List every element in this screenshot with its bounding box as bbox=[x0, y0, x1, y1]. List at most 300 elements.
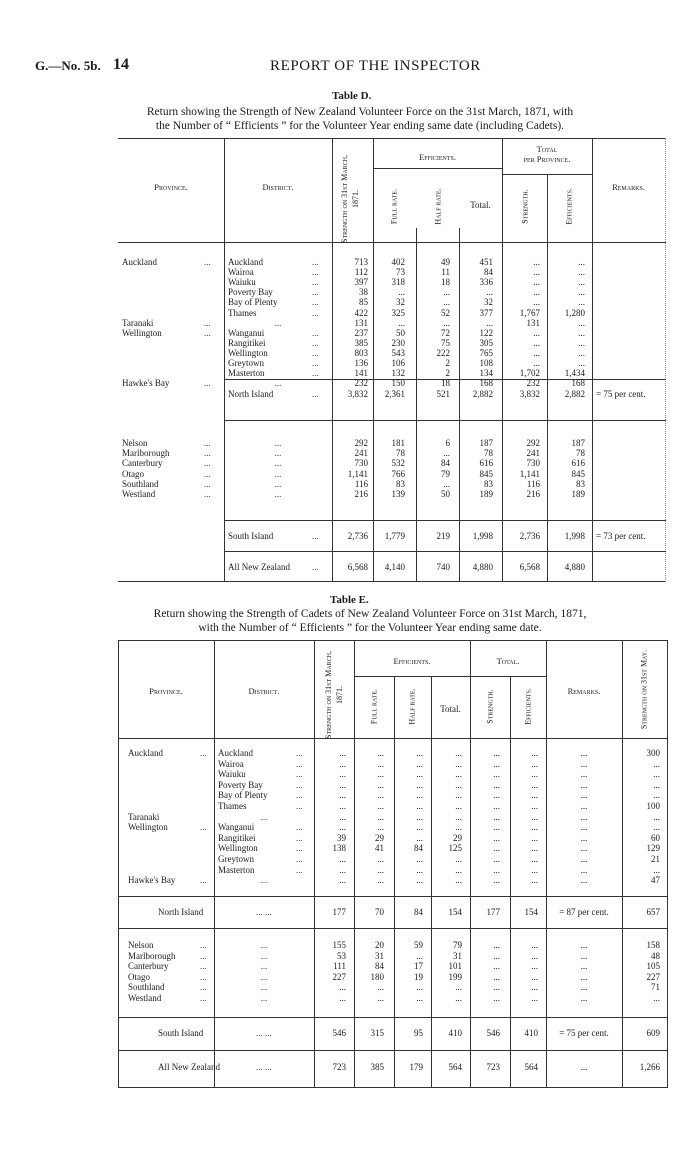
d-row-ts: 1,141 bbox=[519, 468, 540, 479]
e-all-nz-district: All New Zealand bbox=[158, 1062, 220, 1072]
d-row-f: ... bbox=[398, 287, 405, 298]
d-row-t: 187 bbox=[479, 438, 493, 448]
table-e-caption-line2: with the Number of “ Efficients ” for the Volunteer Year ending same date. bbox=[198, 622, 542, 634]
e-row-m: ... bbox=[653, 993, 660, 1003]
e-row-te: ... bbox=[531, 961, 538, 972]
e-row-s: ... bbox=[339, 822, 346, 833]
d-row-province-dots: ... bbox=[204, 378, 211, 389]
e-row-ts: ... bbox=[493, 811, 500, 822]
e-row-m: 158 bbox=[646, 940, 660, 950]
e-header-total-efficients: Efficients. bbox=[523, 688, 533, 725]
d-north-island-h: 521 bbox=[436, 389, 450, 399]
e-row-province: Auckland bbox=[128, 748, 163, 758]
e-row-r: ... bbox=[580, 758, 588, 769]
d-row-district: Auckland bbox=[228, 257, 263, 267]
d-row-f: 532 bbox=[391, 458, 405, 469]
e-row-district: Wairoa bbox=[218, 758, 244, 769]
e-row-m: 71 bbox=[651, 982, 660, 993]
e-all-nz-r: ... bbox=[580, 1062, 588, 1072]
d-row-h: 6 bbox=[445, 438, 450, 448]
d-row-h: 222 bbox=[436, 347, 450, 358]
e-row-s: 39 bbox=[337, 832, 346, 843]
d-row-t: ... bbox=[486, 287, 493, 298]
e-row-h: ... bbox=[416, 875, 423, 886]
e-row-h: 59 bbox=[414, 940, 423, 950]
header-total-strength: Strength. bbox=[520, 189, 530, 224]
d-south-island-f: 1,779 bbox=[384, 531, 405, 541]
e-row-f: ... bbox=[377, 822, 384, 833]
e-row-t: ... bbox=[455, 822, 462, 833]
e-row-ts: ... bbox=[493, 843, 500, 854]
e-row-district: Rangitikei bbox=[218, 832, 256, 843]
e-row-t: 199 bbox=[448, 971, 462, 982]
d-row-f: 325 bbox=[391, 307, 405, 318]
e-row-te: ... bbox=[531, 875, 538, 886]
d-row-ts: ... bbox=[533, 358, 540, 368]
e-row-province-dots: ... bbox=[200, 940, 207, 950]
e-row-s: ... bbox=[339, 864, 346, 875]
d-row-ts: 730 bbox=[526, 458, 540, 469]
d-row-f: 106 bbox=[391, 358, 405, 368]
e-row-s: ... bbox=[339, 801, 346, 811]
e-row-t: 101 bbox=[448, 961, 462, 972]
d-row-s: 803 bbox=[354, 347, 368, 358]
d-row-te: ... bbox=[578, 358, 585, 368]
e-row-s: 111 bbox=[333, 961, 346, 972]
e-south-island-district: South Island bbox=[158, 1028, 204, 1038]
e-row-t: 79 bbox=[453, 940, 462, 950]
page-title: REPORT OF THE INSPECTOR bbox=[270, 58, 481, 74]
e-row-t: ... bbox=[455, 758, 462, 769]
e-row-t: ... bbox=[455, 811, 462, 822]
e-row-ts: ... bbox=[493, 940, 500, 950]
d-row-ts: 131 bbox=[526, 317, 540, 328]
e-row-f: ... bbox=[377, 769, 384, 780]
e-row-f: ... bbox=[377, 864, 384, 875]
d-row-district: Masterton bbox=[228, 368, 265, 379]
e-row-t: 31 bbox=[453, 950, 462, 961]
d-row-h: 75 bbox=[441, 337, 450, 348]
e-row-f: 20 bbox=[375, 940, 384, 950]
d-north-island-s: 3,832 bbox=[347, 389, 368, 399]
d-row-district-dots: ... bbox=[312, 327, 319, 338]
d-row-province: Westland bbox=[122, 489, 156, 499]
e-row-r: ... bbox=[580, 801, 588, 811]
e-row-te: ... bbox=[531, 843, 538, 854]
e-row-ts: ... bbox=[493, 854, 500, 864]
e-south-island-f: 315 bbox=[370, 1028, 384, 1038]
d-row-district-dots: ... bbox=[312, 277, 319, 288]
e-header-half-rate: Half rate. bbox=[407, 688, 417, 725]
e-row-h: 19 bbox=[414, 971, 423, 982]
e-row-m: 60 bbox=[651, 832, 660, 843]
e-row-h: ... bbox=[416, 993, 423, 1003]
d-row-ts: 1,767 bbox=[519, 307, 540, 318]
e-south-island-s: 546 bbox=[332, 1028, 346, 1038]
e-row-district: ... bbox=[260, 811, 268, 822]
e-row-r: ... bbox=[580, 854, 588, 864]
e-row-ts: ... bbox=[493, 748, 500, 758]
e-row-t: ... bbox=[455, 801, 462, 811]
e-row-district: ... bbox=[260, 993, 268, 1003]
e-row-district-dots: ... bbox=[296, 822, 303, 833]
d-row-f: 73 bbox=[396, 267, 405, 278]
e-row-h: ... bbox=[416, 950, 423, 961]
e-row-m: ... bbox=[653, 790, 660, 801]
e-header-remarks: Remarks. bbox=[567, 686, 601, 696]
e-row-province-dots: ... bbox=[200, 822, 207, 833]
d-row-s: 241 bbox=[354, 448, 368, 459]
e-row-district: Thames bbox=[218, 801, 247, 811]
d-row-district-dots: ... bbox=[312, 368, 319, 379]
e-row-district: ... bbox=[260, 971, 268, 982]
d-row-district: Wellington bbox=[228, 347, 268, 358]
e-row-province-dots: ... bbox=[200, 993, 207, 1003]
e-south-island-district-dots: ... ... bbox=[256, 1028, 272, 1038]
e-row-h: ... bbox=[416, 779, 423, 790]
e-row-te: ... bbox=[531, 769, 538, 780]
d-row-h: 52 bbox=[441, 307, 450, 318]
e-row-district: Poverty Bay bbox=[218, 779, 263, 790]
d-row-district-dots: ... bbox=[312, 257, 319, 267]
d-row-province-dots: ... bbox=[204, 327, 211, 338]
d-row-province: Marlborough bbox=[122, 448, 170, 459]
e-row-t: 29 bbox=[453, 832, 462, 843]
header-half-rate: Half rate. bbox=[433, 188, 443, 225]
d-row-district: ... bbox=[274, 468, 282, 479]
d-row-district-dots: ... bbox=[312, 287, 319, 298]
d-row-t: 168 bbox=[479, 378, 493, 389]
d-row-province-dots: ... bbox=[204, 489, 211, 499]
e-row-m: 21 bbox=[651, 854, 660, 864]
d-row-district: ... bbox=[274, 378, 282, 389]
e-row-te: ... bbox=[531, 758, 538, 769]
header-tpp-line2: per Province. bbox=[523, 154, 571, 164]
d-row-f: 402 bbox=[391, 257, 405, 267]
d-row-province-dots: ... bbox=[204, 448, 211, 459]
d-row-s: 292 bbox=[354, 438, 368, 448]
d-row-te: ... bbox=[578, 277, 585, 288]
e-south-island-te: 410 bbox=[524, 1028, 538, 1038]
header-tpp-line1: Total bbox=[536, 144, 558, 154]
d-row-te: ... bbox=[578, 337, 585, 348]
d-row-t: 189 bbox=[479, 489, 493, 499]
d-row-province: Canterbury bbox=[122, 458, 163, 469]
e-row-province-dots: ... bbox=[200, 982, 207, 993]
d-row-t: 83 bbox=[484, 478, 493, 489]
d-row-t: 845 bbox=[479, 468, 493, 479]
table-d-caption-line1: Return showing the Strength of New Zealand Volunteer Force on the 31st March, 1871, with bbox=[146, 106, 574, 118]
d-row-te: ... bbox=[578, 297, 585, 308]
e-header-district: District. bbox=[248, 686, 280, 696]
e-row-h: ... bbox=[416, 864, 423, 875]
d-row-h: 84 bbox=[441, 458, 450, 469]
e-row-ts: ... bbox=[493, 779, 500, 790]
d-row-te: 616 bbox=[571, 458, 585, 469]
e-row-ts: ... bbox=[493, 982, 500, 993]
e-row-t: ... bbox=[455, 993, 462, 1003]
e-row-province-dots: ... bbox=[200, 748, 207, 758]
e-row-f: ... bbox=[377, 982, 384, 993]
e-row-province: Wellington bbox=[128, 822, 168, 833]
d-row-s: 38 bbox=[359, 287, 368, 298]
header-remarks: Remarks. bbox=[612, 182, 645, 192]
table-d-caption bbox=[60, 105, 660, 133]
e-row-te: ... bbox=[531, 822, 538, 833]
d-row-district: ... bbox=[274, 489, 282, 499]
table-e bbox=[118, 640, 668, 1088]
d-row-s: 85 bbox=[359, 297, 368, 308]
e-row-ts: ... bbox=[493, 758, 500, 769]
d-row-t: 377 bbox=[479, 307, 493, 318]
e-row-district: Auckland bbox=[218, 748, 253, 758]
e-row-te: ... bbox=[531, 779, 538, 790]
e-row-r: ... bbox=[580, 950, 588, 961]
d-row-t: 451 bbox=[479, 257, 493, 267]
e-row-f: ... bbox=[377, 854, 384, 864]
e-row-h: 17 bbox=[414, 961, 423, 972]
e-row-district-dots: ... bbox=[296, 843, 303, 854]
d-row-t: 84 bbox=[484, 267, 493, 278]
e-row-r: ... bbox=[580, 790, 588, 801]
e-row-h: 84 bbox=[414, 843, 423, 854]
e-north-island-s: 177 bbox=[332, 907, 346, 917]
d-row-s: 112 bbox=[354, 267, 368, 278]
e-row-province: Taranaki bbox=[128, 811, 160, 822]
e-row-r: ... bbox=[580, 864, 588, 875]
d-row-district-dots: ... bbox=[312, 297, 319, 308]
e-row-t: ... bbox=[455, 875, 462, 886]
e-row-f: 41 bbox=[375, 843, 384, 854]
e-row-t: ... bbox=[455, 769, 462, 780]
e-row-f: ... bbox=[377, 811, 384, 822]
d-row-ts: ... bbox=[533, 257, 540, 267]
table-d bbox=[118, 138, 666, 582]
d-row-province-dots: ... bbox=[204, 458, 211, 469]
e-row-district: Greytown bbox=[218, 854, 254, 864]
e-row-te: ... bbox=[531, 811, 538, 822]
d-row-h: 2 bbox=[445, 358, 450, 368]
d-row-ts: ... bbox=[533, 267, 540, 278]
e-north-island-district-dots: ... ... bbox=[256, 907, 272, 917]
e-header-total: Total. bbox=[440, 704, 461, 714]
e-row-ts: ... bbox=[493, 950, 500, 961]
d-north-island-t: 2,882 bbox=[472, 389, 493, 399]
e-row-r: ... bbox=[580, 832, 588, 843]
e-row-te: ... bbox=[531, 864, 538, 875]
d-row-te: ... bbox=[578, 257, 585, 267]
d-row-province-dots: ... bbox=[204, 317, 211, 328]
d-row-h: 18 bbox=[441, 277, 450, 288]
e-row-district-dots: ... bbox=[296, 864, 303, 875]
e-row-s: 138 bbox=[332, 843, 346, 854]
e-row-f: ... bbox=[377, 801, 384, 811]
e-north-island-h: 84 bbox=[414, 907, 423, 917]
document-code: G.—No. 5b. bbox=[35, 58, 101, 73]
d-row-province-dots: ... bbox=[204, 468, 211, 479]
e-row-m: ... bbox=[653, 811, 660, 822]
e-row-district: Bay of Plenty bbox=[218, 790, 268, 801]
e-row-h: ... bbox=[416, 832, 423, 843]
d-all-nz-ts: 6,568 bbox=[519, 562, 540, 572]
e-header-full-rate: Full rate. bbox=[369, 688, 379, 725]
e-row-r: ... bbox=[580, 982, 588, 993]
e-row-province: Otago bbox=[128, 971, 150, 982]
e-row-province: Southland bbox=[128, 982, 165, 993]
d-south-island-district-dots: ... bbox=[312, 531, 319, 541]
d-row-h: 2 bbox=[445, 368, 450, 379]
d-row-ts: ... bbox=[533, 277, 540, 288]
d-north-island-remarks: = 75 per cent. bbox=[596, 389, 646, 399]
e-row-ts: ... bbox=[493, 822, 500, 833]
e-row-district: ... bbox=[260, 940, 268, 950]
header-total-per-province bbox=[502, 144, 592, 164]
d-row-province: Taranaki bbox=[122, 317, 154, 328]
e-row-s: ... bbox=[339, 748, 346, 758]
d-row-district: ... bbox=[274, 478, 282, 489]
e-row-r: ... bbox=[580, 961, 588, 972]
d-row-ts: 216 bbox=[526, 489, 540, 499]
e-row-m: ... bbox=[653, 822, 660, 833]
e-row-district: ... bbox=[260, 950, 268, 961]
d-row-district: Greytown bbox=[228, 358, 264, 368]
d-row-f: 139 bbox=[391, 489, 405, 499]
e-row-district: ... bbox=[260, 982, 268, 993]
d-row-district: Wairoa bbox=[228, 267, 254, 278]
e-row-s: 227 bbox=[332, 971, 346, 982]
d-row-h: ... bbox=[443, 478, 450, 489]
e-row-s: ... bbox=[339, 769, 346, 780]
d-all-nz-district-dots: ... bbox=[312, 562, 319, 572]
d-row-f: 181 bbox=[391, 438, 405, 448]
e-row-te: ... bbox=[531, 940, 538, 950]
e-row-r: ... bbox=[580, 779, 588, 790]
d-row-f: 32 bbox=[396, 297, 405, 308]
e-row-h: ... bbox=[416, 748, 423, 758]
e-row-f: ... bbox=[377, 758, 384, 769]
e-header-province: Province. bbox=[149, 686, 183, 696]
d-row-province: Hawke's Bay bbox=[122, 378, 170, 389]
d-row-te: ... bbox=[578, 347, 585, 358]
d-row-ts: 1,702 bbox=[519, 368, 540, 379]
e-row-r: ... bbox=[580, 971, 588, 982]
e-row-t: ... bbox=[455, 982, 462, 993]
e-row-m: ... bbox=[653, 779, 660, 790]
e-row-ts: ... bbox=[493, 864, 500, 875]
e-row-r: ... bbox=[580, 843, 588, 854]
d-row-te: 78 bbox=[576, 448, 585, 459]
e-all-nz-m: 1,266 bbox=[639, 1062, 660, 1072]
e-row-province-dots: ... bbox=[200, 875, 207, 886]
e-row-ts: ... bbox=[493, 832, 500, 843]
d-row-f: 318 bbox=[391, 277, 405, 288]
table-e-caption-line1: Return showing the Strength of Cadets of New Zealand Volunteer Force on 31st March, 1871, bbox=[153, 608, 587, 620]
d-row-t: 765 bbox=[479, 347, 493, 358]
e-header-strength-may: Strength on 31st May. bbox=[639, 649, 649, 730]
e-north-island-te: 154 bbox=[524, 907, 538, 917]
e-row-t: ... bbox=[455, 748, 462, 758]
d-row-district: Rangitikei bbox=[228, 337, 266, 348]
d-row-h: 18 bbox=[441, 378, 450, 389]
d-north-island-district-dots: ... bbox=[312, 389, 319, 399]
e-row-s: ... bbox=[339, 779, 346, 790]
header-efficients: Efficients. bbox=[419, 152, 456, 162]
d-row-district: Waiuku bbox=[228, 277, 256, 288]
e-row-m: ... bbox=[653, 758, 660, 769]
e-row-province: Hawke's Bay bbox=[128, 875, 176, 886]
d-all-nz-f: 4,140 bbox=[384, 562, 405, 572]
e-row-f: 29 bbox=[375, 832, 384, 843]
d-row-ts: 241 bbox=[526, 448, 540, 459]
e-row-te: ... bbox=[531, 748, 538, 758]
e-row-te: ... bbox=[531, 801, 538, 811]
d-row-te: ... bbox=[578, 287, 585, 298]
e-row-s: ... bbox=[339, 854, 346, 864]
d-all-nz-t: 4,880 bbox=[472, 562, 493, 572]
e-row-m: 48 bbox=[651, 950, 660, 961]
e-south-island-m: 609 bbox=[646, 1028, 660, 1038]
d-row-province: Wellington bbox=[122, 327, 162, 338]
e-row-s: ... bbox=[339, 982, 346, 993]
e-row-h: ... bbox=[416, 758, 423, 769]
table-d-caption-line2: the Number of “ Efficients ” for the Volunteer Year ending same date (including Cadets). bbox=[155, 120, 565, 132]
d-row-district: ... bbox=[274, 317, 282, 328]
d-north-island-f: 2,361 bbox=[384, 389, 405, 399]
e-row-m: 227 bbox=[646, 971, 660, 982]
d-row-s: 216 bbox=[354, 489, 368, 499]
e-row-district-dots: ... bbox=[296, 832, 303, 843]
d-north-island-te: 2,882 bbox=[564, 389, 585, 399]
e-row-district-dots: ... bbox=[296, 748, 303, 758]
e-all-nz-f: 385 bbox=[370, 1062, 384, 1072]
d-row-t: ... bbox=[486, 317, 493, 328]
e-header-efficients: Efficients. bbox=[393, 656, 431, 666]
e-all-nz-district-dots: ... ... bbox=[256, 1062, 272, 1072]
header-total: Total. bbox=[470, 200, 491, 210]
e-row-province: Nelson bbox=[128, 940, 154, 950]
e-row-r: ... bbox=[580, 748, 588, 758]
d-south-island-t: 1,998 bbox=[472, 531, 493, 541]
d-row-province-dots: ... bbox=[204, 438, 211, 448]
d-south-island-te: 1,998 bbox=[564, 531, 585, 541]
d-row-district-dots: ... bbox=[312, 358, 319, 368]
d-all-nz-district: All New Zealand bbox=[228, 562, 290, 572]
d-row-province: Auckland bbox=[122, 257, 157, 267]
e-row-district-dots: ... bbox=[296, 758, 303, 769]
e-row-district: Waiuku bbox=[218, 769, 246, 780]
e-row-r: ... bbox=[580, 822, 588, 833]
e-south-island-ts: 546 bbox=[486, 1028, 500, 1038]
e-row-s: ... bbox=[339, 811, 346, 822]
e-row-district: ... bbox=[260, 875, 268, 886]
e-all-nz-te: 564 bbox=[524, 1062, 538, 1072]
d-row-f: 150 bbox=[391, 378, 405, 389]
d-row-te: 845 bbox=[571, 468, 585, 479]
e-row-province-dots: ... bbox=[200, 961, 207, 972]
e-row-province-dots: ... bbox=[200, 971, 207, 982]
d-row-f: 83 bbox=[396, 478, 405, 489]
page-number: 14 bbox=[113, 56, 129, 73]
d-row-ts: 232 bbox=[526, 378, 540, 389]
e-row-h: ... bbox=[416, 854, 423, 864]
e-row-r: ... bbox=[580, 811, 588, 822]
e-row-f: ... bbox=[377, 993, 384, 1003]
d-row-h: 79 bbox=[441, 468, 450, 479]
d-row-s: 131 bbox=[354, 317, 368, 328]
e-row-s: 155 bbox=[332, 940, 346, 950]
e-row-r: ... bbox=[580, 875, 588, 886]
d-row-district: ... bbox=[274, 438, 282, 448]
